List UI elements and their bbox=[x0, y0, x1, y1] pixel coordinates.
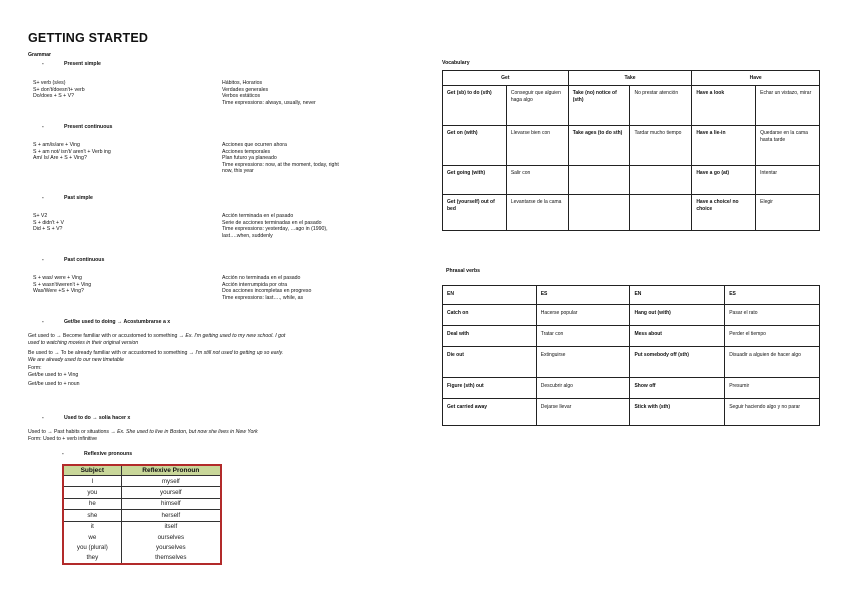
phrasal-header-es-2: ES bbox=[725, 286, 820, 305]
table-row: I myself bbox=[63, 476, 221, 487]
table-row: Figure (sth) out Descubrir algo Show off Presumir bbox=[443, 378, 820, 399]
phrasal-table bbox=[442, 285, 820, 426]
get-used-heading: - Get/be used to doing → Acostumbrarse a x bbox=[42, 319, 171, 325]
present-continuous-heading: - Present continuous bbox=[42, 124, 113, 130]
table-row: you yourself bbox=[63, 487, 221, 498]
table-row: we ourselves bbox=[63, 532, 221, 542]
table-row: Get going (with) Salir con Have a go (at) Intentar bbox=[443, 166, 820, 195]
phrasal-header-en-2: EN bbox=[630, 286, 725, 305]
table-row bbox=[443, 286, 820, 305]
present-continuous-forms: S + am/is/are + Ving S + am not/ isn't/ aren't + Verb ing Am/ Is/ Are + S + Ving? bbox=[33, 142, 111, 162]
past-simple-forms: S+ V2 S + didn't + V Did + S + V? bbox=[33, 213, 64, 233]
table-row: Die out Extinguirse Put somebody off (sth) Disuadir a alguien de hacer algo bbox=[443, 347, 820, 378]
present-simple-notes: Hábitos, Horarios Verdades generales Verbos estáticos Time expressions: always, usually, never bbox=[222, 80, 316, 106]
vocabulary-label: Vocabulary bbox=[442, 60, 470, 66]
past-continuous-heading: - Past continuous bbox=[42, 257, 105, 263]
vocab-header-take: Take bbox=[568, 71, 692, 86]
phrasal-header-en: EN bbox=[443, 286, 537, 305]
past-simple-notes: Acción terminada en el pasado Serie de acciones terminadas en el pasado Time expressions: yesterday, …ago in (1990), last….when, suddenly bbox=[222, 213, 328, 239]
reflexive-table bbox=[62, 464, 222, 565]
page-title: GETTING STARTED bbox=[28, 31, 149, 45]
used-to-heading: - Used to do → solía hacer x bbox=[42, 415, 131, 421]
reflexive-heading: - Reflexive pronouns bbox=[62, 451, 133, 457]
table-row: you (plural) yourselves bbox=[63, 542, 221, 552]
vocabulary-table bbox=[442, 70, 820, 231]
vocab-header-get: Get bbox=[443, 71, 569, 86]
vocab-header-have: Have bbox=[692, 71, 820, 86]
past-simple-heading: - Past simple bbox=[42, 195, 93, 201]
get-used-explanation: Get used to → Become familiar with or accustomed to something → Ex. I'm getting used to my new school. I got used to watching movies in their original version Be used to → To be already familiar with or accustomed to something → I'm still not used to getting up so early. We are already used to our new timetable Form: Get/be used to + Ving Get/be used to + noun bbox=[28, 333, 286, 387]
present-simple-heading: - Present simple bbox=[42, 61, 101, 67]
phrasal-header-es: ES bbox=[536, 286, 630, 305]
present-continuous-notes: Acciones que ocurren ahora Acciones temporales Plan futuro ya planeado Time expressions: now, at the moment, today, right now, this year bbox=[222, 142, 339, 175]
used-to-explanation: Used to → Past habits or situations → Ex. She used to live in Boston, but now she lives in New York Form: Used to + verb infinitive bbox=[28, 429, 258, 442]
present-simple-forms: S+ verb (s/es) S+ don't/doesn't+ verb Do/does + S + V? bbox=[33, 80, 85, 100]
past-continuous-notes: Acción no terminada en el pasado Acción interrumpida por otra Dos acciones incompletas en progreso Time expressions: last…., while, as bbox=[222, 275, 312, 301]
table-row: Get on (with) Llevarse bien con Take ages (to do sth) Tardar mucho tiempo Have a lie-in Quedarse en la cama hasta tarde bbox=[443, 126, 820, 166]
table-row: she herself bbox=[63, 510, 221, 521]
table-row: it itself bbox=[63, 521, 221, 532]
phrasal-label: Phrasal verbs bbox=[446, 268, 481, 274]
table-row: Get carried away Dejarse llevar Stick with (sth) Seguir haciendo algo y no parar bbox=[443, 399, 820, 426]
table-row: they themselves bbox=[63, 553, 221, 564]
table-row: Get (sb) to do (sth) Conseguir que alguien haga algo Take (no) notice of (sth) No prestar atención Have a look Echar un vistazo, mirar bbox=[443, 86, 820, 126]
reflexive-col-pronoun: Reflexive Pronoun bbox=[121, 465, 221, 476]
past-continuous-forms: S + was/ were + Ving S + wasn't/weren't + Ving Was/Were +S + Ving? bbox=[33, 275, 92, 295]
table-row: Deal with Tratar con Mess about Perder el tiempo bbox=[443, 326, 820, 347]
table-row: Catch on Hacerse popular Hang out (with) Pasar el rato bbox=[443, 305, 820, 326]
table-row: Get (yourself) out of bed Levantarse de la cama Have a choice/ no choice Elegir bbox=[443, 195, 820, 231]
table-row: he himself bbox=[63, 498, 221, 509]
reflexive-col-subject: Subject bbox=[63, 465, 121, 476]
grammar-label: Grammar bbox=[28, 52, 52, 58]
